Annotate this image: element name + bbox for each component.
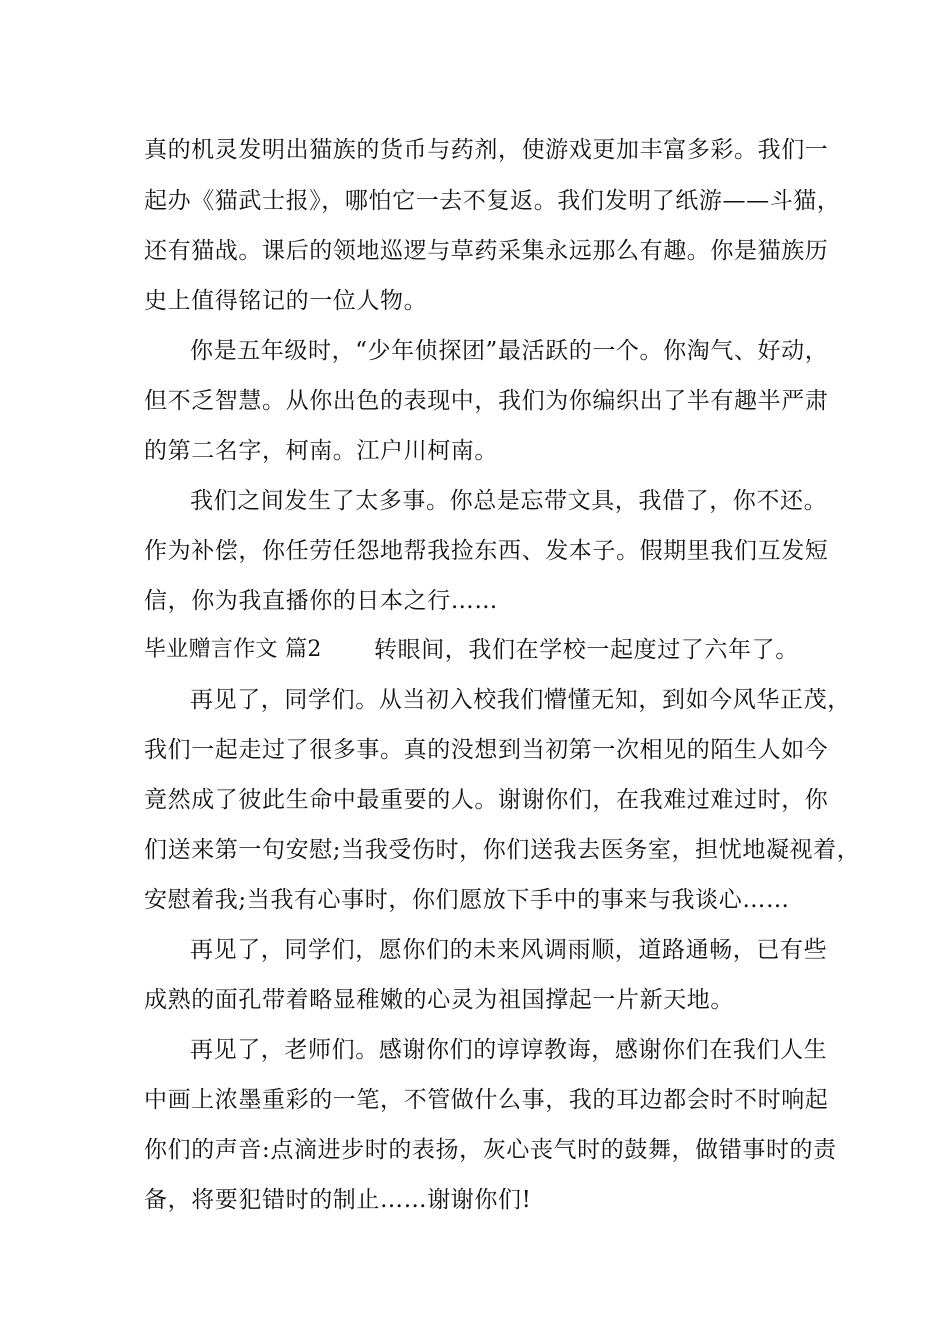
text-line: 备，将要犯错时的制止……谢谢你们! <box>144 1187 532 1213</box>
text-line: 成熟的面孔带着略显稚嫩的心灵为祖国撑起一片新天地。 <box>144 987 734 1013</box>
paragraph-start-line: 我们之间发生了太多事。你总是忘带文具，我借了，你不还。 <box>190 488 828 514</box>
paragraph-start-line: 你是五年级时，“少年侦探团”最活跃的一个。你淘气、好动， <box>190 338 829 364</box>
text-line: 的第二名字，柯南。江户川柯南。 <box>144 438 498 464</box>
text-line: 竟然成了彼此生命中最重要的人。谢谢你们，在我难过难过时，你 <box>144 787 829 813</box>
section-opening-text: 转眼间，我们在学校一起度过了六年了。 <box>374 637 799 663</box>
text-line: 还有猫战。课后的领地巡逻与草药采集永远那么有趣。你是猫族历 <box>144 238 829 264</box>
paragraph-start-line: 再见了，老师们。感谢你们的谆谆教诲，感谢你们在我们人生 <box>190 1037 828 1063</box>
text-line: 你们的声音:点滴进步时的表扬，灰心丧气时的鼓舞，做错事时的责 <box>144 1137 837 1163</box>
text-line: 史上值得铭记的一位人物。 <box>144 288 428 314</box>
text-line: 中画上浓墨重彩的一笔，不管做什么事，我的耳边都会时不时响起 <box>144 1087 829 1113</box>
text-line: 起办《猫武士报》，哪怕它一去不复返。我们发明了纸游——斗猫， <box>144 188 841 214</box>
paragraph-start-line: 再见了，同学们。从当初入校我们懵懂无知，到如今风华正茂， <box>190 687 851 713</box>
text-line: 我们一起走过了很多事。真的没想到当初第一次相见的陌生人如今 <box>144 737 829 763</box>
text-line: 们送来第一句安慰;当我受伤时，你们送我去医务室，担忧地凝视着， <box>144 837 861 863</box>
text-line: 作为补偿，你任劳任怨地帮我捡东西、发本子。假期里我们互发短 <box>144 538 829 564</box>
text-line: 真的机灵发明出猫族的货币与药剂，使游戏更加丰富多彩。我们一 <box>144 137 829 163</box>
text-line: 信，你为我直播你的日本之行…… <box>144 588 498 614</box>
paragraph-start-line: 再见了，同学们，愿你们的未来风调雨顺，道路通畅，已有些 <box>190 937 828 963</box>
section-heading: 毕业赠言作文 篇2 <box>144 637 322 662</box>
section-heading-row <box>144 634 799 666</box>
text-line: 安慰着我;当我有心事时，你们愿放下手中的事来与我谈心…… <box>144 887 790 913</box>
text-line: 但不乏智慧。从你出色的表现中，我们为你编织出了半有趣半严肃 <box>144 388 829 414</box>
